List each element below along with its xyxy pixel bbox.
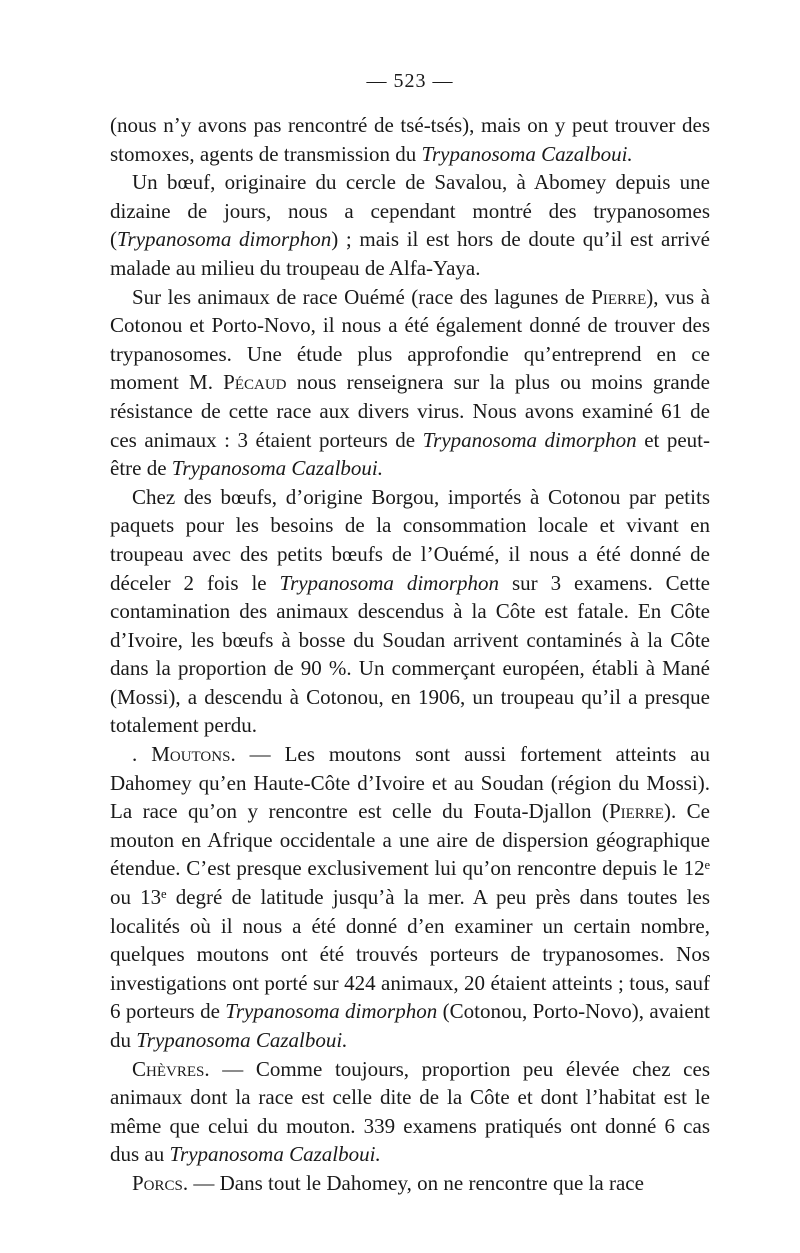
text-run: . <box>132 742 152 767</box>
text-run: nous renseignera sur la plus ou moins grande résistance de cette race aux divers virus. Nous avons examiné 61 de ces animaux : 3 étaient porteurs de <box>110 370 710 452</box>
paragraph-p6 <box>110 1055 710 1169</box>
italic-text: Trypanosoma dimorphon <box>225 999 438 1024</box>
small-caps-text: Pierre <box>591 284 647 309</box>
text-run: . — Les moutons sont aussi fortement atteints au Dahomey qu’en Haute-Côte d’Ivoire et au Soudan (région du Mossi). La race qu’on y rencontre est celle du Fouta-Djallon ( <box>110 742 711 824</box>
small-caps-text: Chèvres <box>132 1056 205 1081</box>
text-run: ). Ce mouton en Afrique occidentale a une aire de dispersion géographique étendue. C’est presque exclusivement lui qu’on rencontre depuis le 12ᵉ ou 13ᵉ degré de latitude jusqu’à la mer. A peu près dans toutes les localités où il nous a été donné d’en examiner un certain nombre, quelques moutons ont été trouvés porteurs de trypanosomes. Nos investigations ont porté sur 424 animaux, 20 étaient atteints ; tous, sauf 6 porteurs de <box>110 799 710 1024</box>
italic-text: Trypanosoma Cazalboui. <box>136 1028 348 1052</box>
paragraph-p3 <box>110 283 710 483</box>
italic-text: Trypanosoma dimorphon <box>279 570 500 595</box>
text-run: sur 3 examens. Cette contamination des animaux descendus à la Côte est fatale. En Côte d’Ivoire, les bœufs à bosse du Soudan arrivent contaminés à la Côte dans la proportion de 90 %. Un commerçant européen, établi à Mané (Mossi), a descendu à Cotonou, en 1906, un troupeau qu’il a presque totalement perdu. <box>110 570 710 738</box>
text-run: et peut-être de <box>110 427 711 481</box>
text-run: Chez des bœufs, d’origine Borgou, importés à Cotonou par petits paquets pour les besoins de la consommation locale et vivant en troupeau avec des petits bœufs de l’Ouémé, il nous a été donné de déceler 2 fois le <box>110 484 710 595</box>
paragraph-p4 <box>110 483 710 740</box>
italic-text: Trypanosoma Cazalboui. <box>169 1142 381 1167</box>
italic-text: Trypanosoma dimorphon <box>422 427 637 452</box>
text-run: Un bœuf, originaire du cercle de Savalou, à Abomey depuis une dizaine de jours, nous a cependant montré des trypanosomes ( <box>110 170 710 252</box>
small-caps-text: Moutons <box>151 742 231 767</box>
text-run: ), vus à Cotonou et Porto-Novo, il nous a été également donné de trouver des trypanosomes. Une étude plus approfondie qu’entreprend en ce moment M. <box>110 284 710 395</box>
small-caps-text: Pécaud <box>223 370 287 395</box>
page-number: — 523 — <box>366 70 454 92</box>
italic-text: Trypanosoma dimorphon <box>117 227 332 252</box>
small-caps-text: Pierre <box>608 799 664 824</box>
text-run: ) ; mais il est hors de doute qu’il est arrivé malade au milieu du troupeau de Alfa-Yaya. <box>110 227 710 280</box>
text-run: Sur les animaux de race Ouémé (race des lagunes de <box>132 284 592 309</box>
text-run: . — Comme toujours, proportion peu élevée chez ces animaux dont la race est celle dite de la Côte et dont l’habitat est le même que celui du mouton. 339 examens pratiqués ont donné 6 cas dus au <box>110 1056 710 1167</box>
paragraph-p7 <box>110 1169 710 1198</box>
text-run: (Cotonou, Porto-Novo), avaient du <box>110 999 711 1052</box>
italic-text: Trypanosoma Cazalboui. <box>171 456 383 481</box>
text-run: . — Dans tout le Dahomey, on ne rencontre que la race <box>182 1170 644 1195</box>
document-page <box>110 70 710 1198</box>
text-run: (nous n’y avons pas rencontré de tsé-tsés), mais on y peut trouver des stomoxes, agents de transmission du <box>110 113 710 166</box>
paragraph-p1 <box>110 111 710 168</box>
body-text <box>110 111 710 1198</box>
italic-text: Trypanosoma Cazalboui. <box>421 141 633 166</box>
paragraph-p5 <box>110 740 710 1055</box>
small-caps-text: Porcs <box>132 1170 183 1195</box>
paragraph-p2 <box>110 168 710 282</box>
